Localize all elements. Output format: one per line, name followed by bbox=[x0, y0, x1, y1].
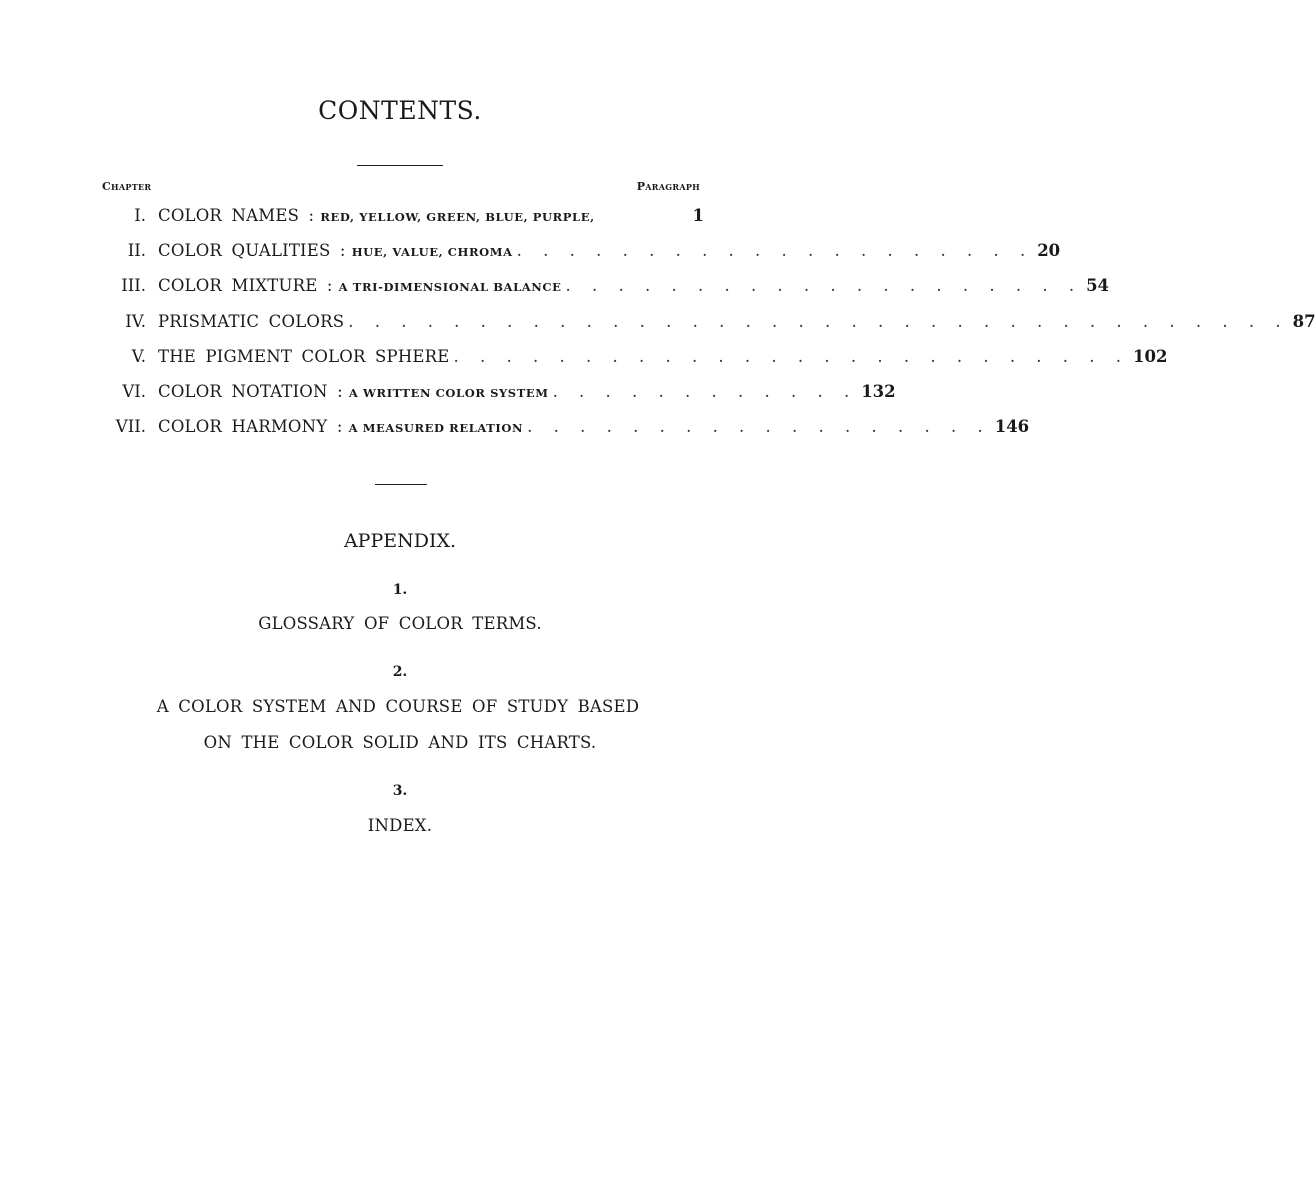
chapter-subtitle: A TRI-DIMENSIONAL BALANCE bbox=[338, 280, 562, 295]
contents-title: CONTENTS. bbox=[318, 96, 482, 125]
toc-entry bbox=[100, 206, 704, 241]
toc-entry bbox=[100, 241, 1061, 276]
chapter-subtitle: A WRITTEN COLOR SYSTEM bbox=[348, 385, 549, 400]
chapter-title: COLOR QUALITIES : bbox=[158, 241, 346, 261]
leader-dots: . . . . . . . . . . . . bbox=[552, 381, 858, 401]
chapter-number: III. bbox=[121, 276, 146, 296]
toc-entry bbox=[100, 311, 1316, 347]
chapter-number: V. bbox=[131, 346, 146, 366]
appendix-item-title: INDEX. bbox=[367, 816, 433, 835]
leader-dots: . . . . . . . . . . . . . . . . . . . . . . . . . . . . . . . . . . . . bbox=[348, 311, 1289, 331]
leader-dots: . . . . . . . . . . . . . . . . . . bbox=[527, 417, 991, 437]
chapter-number: VI. bbox=[122, 381, 146, 401]
chapter-number: II. bbox=[127, 241, 146, 261]
paragraph-number: 102 bbox=[1133, 346, 1168, 366]
chapter-number: VII. bbox=[115, 417, 146, 437]
paragraph-number: 54 bbox=[1086, 276, 1110, 296]
paragraph-number: 20 bbox=[1037, 241, 1061, 261]
chapter-title: COLOR MIXTURE : bbox=[158, 276, 333, 296]
appendix-item-number: 3. bbox=[392, 783, 408, 799]
chapter-title: THE PIGMENT COLOR SPHERE bbox=[158, 346, 450, 366]
paragraph-number: 146 bbox=[994, 417, 1030, 437]
appendix-title: APPENDIX. bbox=[343, 530, 457, 552]
chapter-subtitle: HUE, VALUE, CHROMA bbox=[351, 245, 513, 260]
chapter-number: I. bbox=[134, 206, 146, 225]
chapter-title: COLOR NAMES : bbox=[158, 206, 315, 225]
toc-entry bbox=[100, 346, 1168, 382]
leader-dots: . . . . . . . . . . . . . . . . . . . . bbox=[565, 276, 1083, 296]
appendix-item-number: 2. bbox=[392, 664, 408, 680]
table-of-contents bbox=[100, 206, 1316, 452]
chapter-number: IV. bbox=[125, 311, 146, 331]
appendix-item-title: A COLOR SYSTEM AND COURSE OF STUDY BASED bbox=[156, 697, 640, 716]
toc-entry bbox=[100, 381, 896, 417]
chapter-title: PRISMATIC COLORS bbox=[158, 311, 345, 331]
chapter-subtitle: A MEASURED RELATION bbox=[348, 421, 524, 436]
paragraph-number: 87 bbox=[1292, 311, 1316, 331]
toc-entry bbox=[100, 276, 1110, 311]
leader-dots: . . . . . . . . . . . . . . . . . . . . bbox=[516, 241, 1034, 261]
section-divider bbox=[375, 484, 427, 485]
toc-entry bbox=[100, 417, 1030, 452]
paragraph-number: 1 bbox=[692, 206, 704, 225]
appendix-item-number: 1. bbox=[392, 582, 408, 598]
paragraph-column-header: Paragraph bbox=[636, 180, 700, 193]
leader-dots: . . . . . . . . . . . . . . . . . . . . . . . . . . bbox=[453, 346, 1130, 366]
chapter-title: COLOR HARMONY : bbox=[158, 417, 343, 437]
chapter-column-header: Chapter bbox=[102, 180, 152, 193]
chapter-subtitle: RED, YELLOW, GREEN, BLUE, PURPLE, bbox=[320, 210, 595, 224]
title-divider bbox=[357, 165, 443, 166]
chapter-title: COLOR NOTATION : bbox=[158, 381, 343, 401]
appendix-item-title: GLOSSARY OF COLOR TERMS. bbox=[258, 614, 542, 633]
paragraph-number: 132 bbox=[861, 381, 896, 401]
appendix-item-title-continued: ON THE COLOR SOLID AND ITS CHARTS. bbox=[203, 733, 597, 752]
